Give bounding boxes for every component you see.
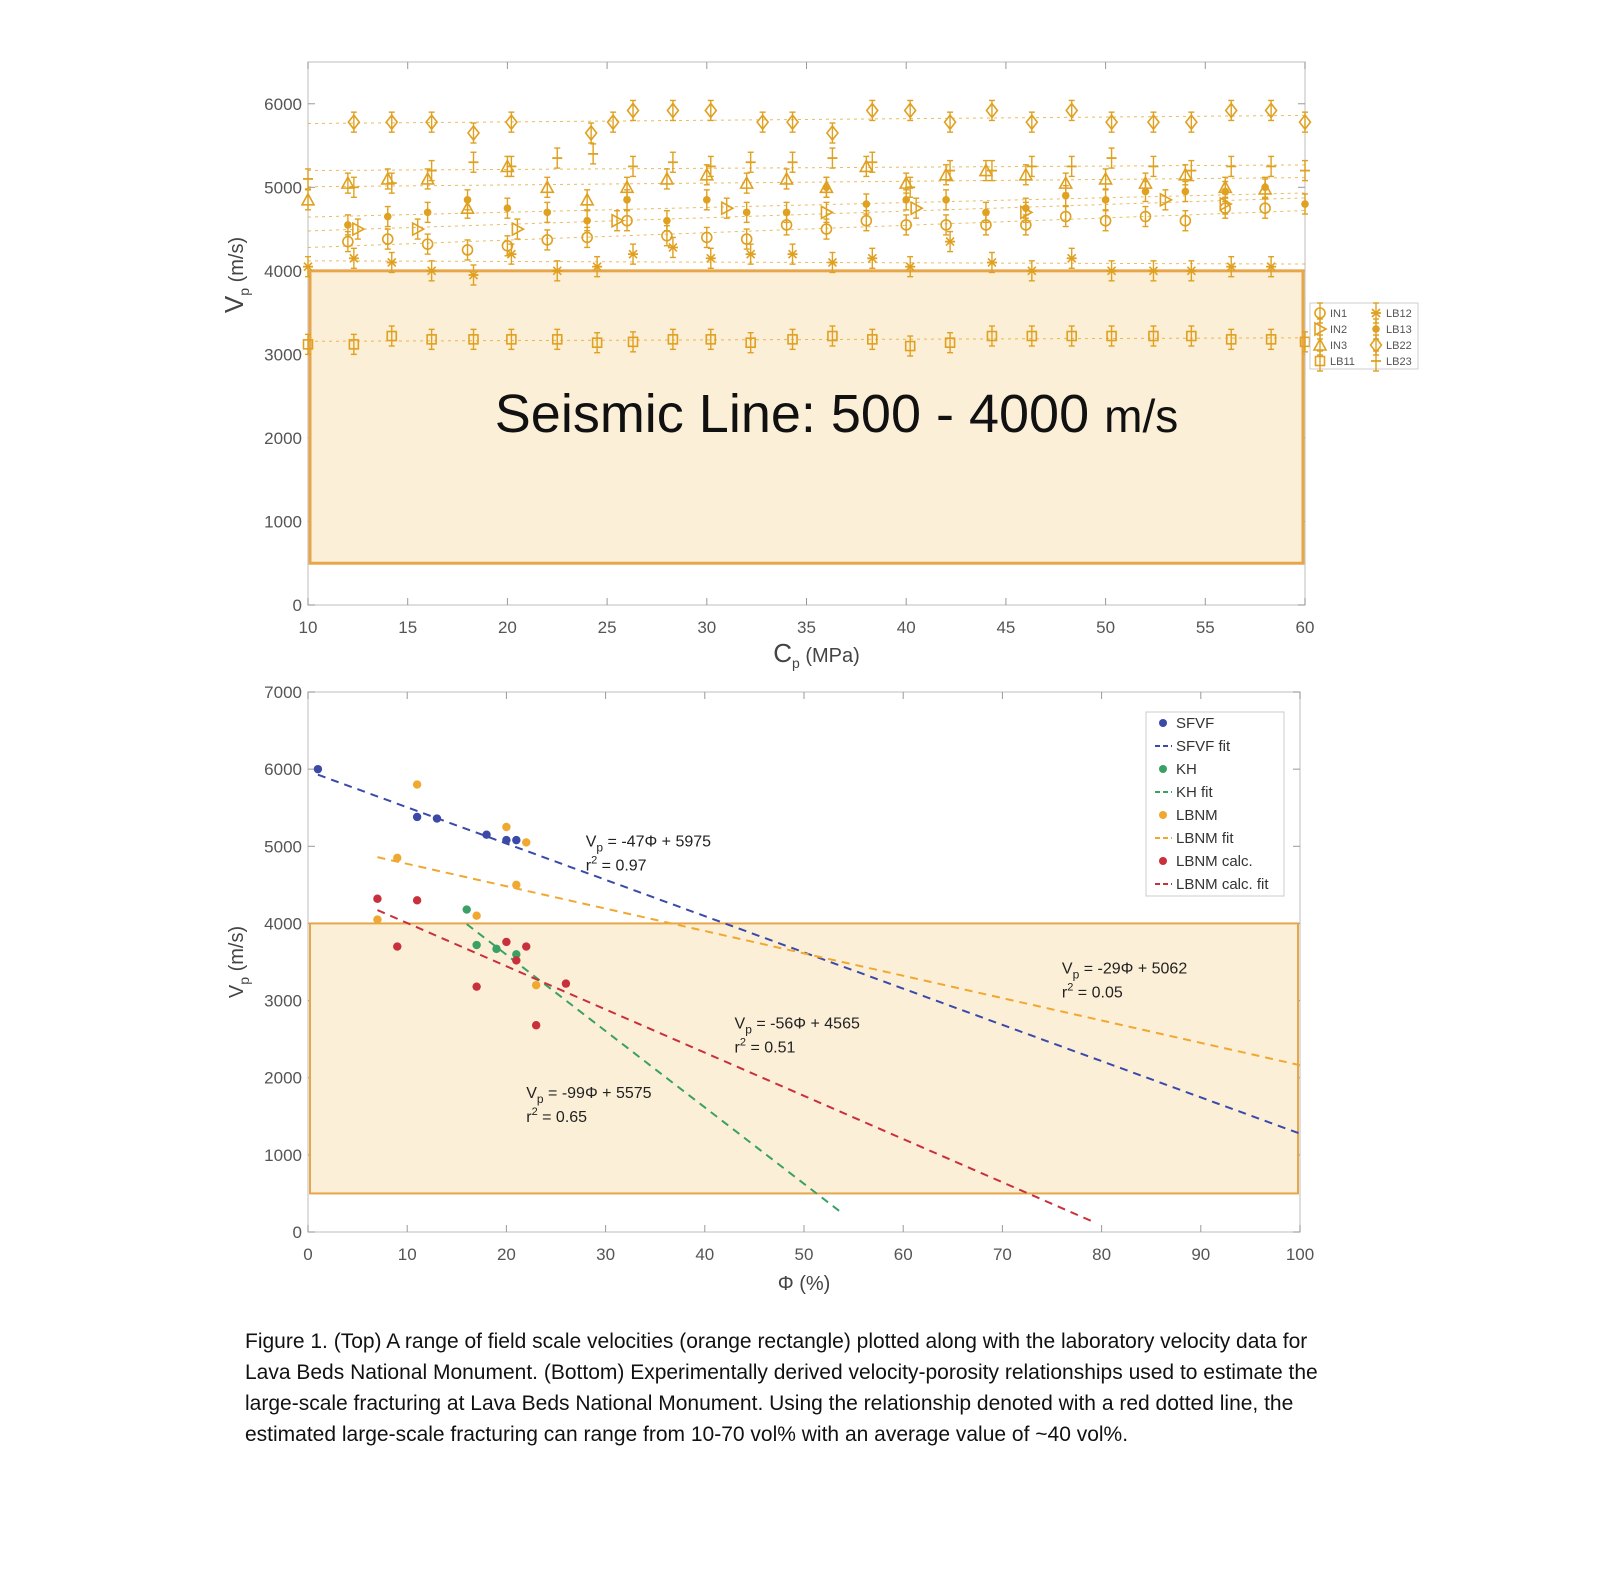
top-x-tick-label: 10 [298,618,318,637]
top-x-tick-label: 40 [896,618,916,637]
legend-label-lb23: LB23 [1386,356,1412,368]
bottom-y-axis-label: $V_p$ (m/s) [226,925,252,999]
top-y-tick-label: 0 [292,596,302,615]
data-point-lbnm [502,823,510,831]
top-x-tick-label: 15 [398,618,418,637]
fit-equation: $V_p = -99\Phi + 5575$ [526,1084,652,1106]
legend-label-in3: IN3 [1330,340,1348,352]
dot-marker [823,184,831,192]
bottom-x-tick-label: 90 [1191,1245,1211,1264]
top-x-tick-label: 45 [996,618,1016,637]
bottom-y-tick-label: 3000 [264,991,302,1011]
legend-label-lb13: LB13 [1386,324,1412,336]
data-point-sfvf [482,831,490,839]
bottom-x-tick-label: 10 [397,1245,417,1264]
legend-label-kh: KH [1176,761,1197,778]
data-point-lbnm [413,780,421,788]
dot-marker [1372,325,1380,333]
legend-label-lbnm-calc-fit: LBNM calc. fit [1176,876,1269,893]
top-y-tick-label: 5000 [264,178,302,198]
top-y-axis-label-group [219,237,252,313]
bottom-x-tick-label: 20 [496,1245,516,1264]
fit-equation: $V_p = -29\Phi + 5062$ [1061,960,1188,982]
legend-label-in2: IN2 [1330,324,1348,336]
data-point-lbnm-calc- [373,895,381,903]
bottom-x-tick-label: 70 [992,1245,1012,1264]
bottom-x-tick-label: 50 [794,1245,814,1264]
legend-label-lb12: LB12 [1386,308,1412,320]
top-x-tick-label: 20 [497,618,517,637]
dot-marker [863,200,871,208]
top-x-tick-label: 60 [1295,618,1315,637]
data-point-lbnm-calc- [413,896,421,904]
data-point-lbnm [393,854,401,862]
legend-label-in1: IN1 [1330,308,1348,320]
bottom-x-tick-label: 0 [303,1245,313,1264]
dot-marker [1062,192,1070,200]
top-x-tick-label: 55 [1195,618,1215,637]
top-x-axis-label: $C_p$ (MPa) [773,638,860,671]
dot-marker [384,213,392,221]
top-x-tick-label: 30 [697,618,717,637]
dot-marker [1301,200,1309,208]
bottom-legend [1146,712,1284,896]
dot-marker [1142,188,1150,196]
data-point-lbnm [472,912,480,920]
dot-marker [504,204,512,212]
bottom-y-tick-label: 1000 [264,1145,302,1165]
legend-label-sfvf-fit: SFVF fit [1176,738,1231,755]
legend-dot-sfvf [1159,719,1167,727]
data-point-lbnm [532,981,540,989]
dot-marker [1221,188,1229,196]
dot-marker [703,196,711,204]
bottom-x-tick-label: 60 [893,1245,913,1264]
fit-equation: $V_p = -47\Phi + 5975$ [585,833,712,855]
legend-label-lbnm-calc-: LBNM calc. [1176,853,1253,870]
dot-marker [663,217,671,225]
dot-marker [1022,204,1030,212]
top-y-tick-label: 2000 [264,428,302,448]
bottom-x-axis-label: Φ (%) [777,1273,831,1295]
bottom-y-tick-label: 5000 [264,837,302,857]
dot-marker [464,196,472,204]
bottom-x-tick-label: 100 [1285,1245,1315,1264]
top-y-tick-label: 3000 [264,345,302,365]
dot-marker [942,196,950,204]
figure-caption: Figure 1. (Top) A range of field scale velocities (orange rectangle) plotted along with the laboratory velocity data for Lava Beds National Monument. (Bottom) Experimentally derived velocity-porosity relationships used to estimate the large-scale fracturing at Lava Beds National Monument. Using the relationship denoted with a red dotted line, the estimated large-scale fracturing can range from 10-70 vol% with an average value of ~40 vol%. [245,1330,1318,1446]
fit-equation: $V_p = -56\Phi + 4565$ [734,1015,860,1037]
legend-label-lbnm: LBNM [1176,807,1218,824]
data-point-lbnm [512,881,520,889]
dot-marker [1182,188,1190,196]
top-x-tick-label: 50 [1096,618,1116,637]
data-point-kh [472,941,480,949]
data-point-lbnm-calc- [502,938,510,946]
bottom-y-axis-label-group [226,926,252,998]
data-point-lbnm-calc- [472,982,480,990]
legend-label-lbnm-fit: LBNM fit [1176,830,1234,847]
top-legend [1310,303,1418,369]
bottom-y-tick-label: 2000 [264,1068,302,1088]
dot-marker [783,209,791,217]
legend-dot-kh [1159,765,1167,773]
data-point-lbnm-calc- [522,942,530,950]
legend-label-sfvf: SFVF [1176,715,1215,732]
fit-r-squared: $r^2 = 0.97$ [585,854,647,875]
dot-marker [543,209,551,217]
dot-marker [344,221,352,229]
bottom-y-tick-label: 4000 [264,914,302,934]
bottom-x-tick-label: 40 [695,1245,715,1264]
data-point-kh [463,905,471,913]
dot-marker [982,209,990,217]
bottom-x-tick-label: 80 [1092,1245,1112,1264]
top-y-axis-label: $V_p$ (m/s) [219,236,252,314]
data-point-lbnm-calc- [562,979,570,987]
legend-label-lb11: LB11 [1330,356,1355,368]
fit-r-squared: $r^2 = 0.65$ [526,1105,588,1126]
top-x-tick-label: 35 [797,618,816,637]
data-point-lbnm [522,838,530,846]
legend-label-lb22: LB22 [1386,340,1412,352]
legend-dot-lbnm-calc- [1159,857,1167,865]
data-point-sfvf [314,765,322,773]
top-y-tick-label: 6000 [264,94,302,114]
top-y-tick-label: 1000 [264,512,302,532]
data-point-sfvf [413,813,421,821]
bottom-y-tick-label: 6000 [264,760,302,780]
bottom-y-tick-label: 7000 [264,683,302,702]
top-x-tick-label: 25 [597,618,617,637]
legend-label-kh-fit: KH fit [1176,784,1213,801]
data-point-kh [492,945,500,953]
data-point-sfvf [502,836,510,844]
top-y-tick-label: 4000 [264,261,302,281]
dot-marker [1261,184,1269,192]
data-point-lbnm-calc- [393,942,401,950]
data-point-sfvf [512,836,520,844]
fit-r-squared: $r^2 = 0.05$ [1061,981,1123,1002]
data-point-lbnm-calc- [512,956,520,964]
legend-dot-lbnm [1159,811,1167,819]
dot-marker [583,217,591,225]
bottom-x-tick-label: 30 [596,1245,616,1264]
dot-marker [743,209,751,217]
dot-marker [424,209,432,217]
data-point-lbnm [373,915,381,923]
fit-r-squared: $r^2 = 0.51$ [734,1036,796,1057]
bottom-y-tick-label: 0 [292,1223,302,1242]
dot-marker [1102,196,1110,204]
data-point-lbnm-calc- [532,1021,540,1029]
data-point-sfvf [433,814,441,822]
field-range-label: Seismic Line: 500 - 4000 m/s [494,384,1179,444]
dot-marker [623,196,631,204]
